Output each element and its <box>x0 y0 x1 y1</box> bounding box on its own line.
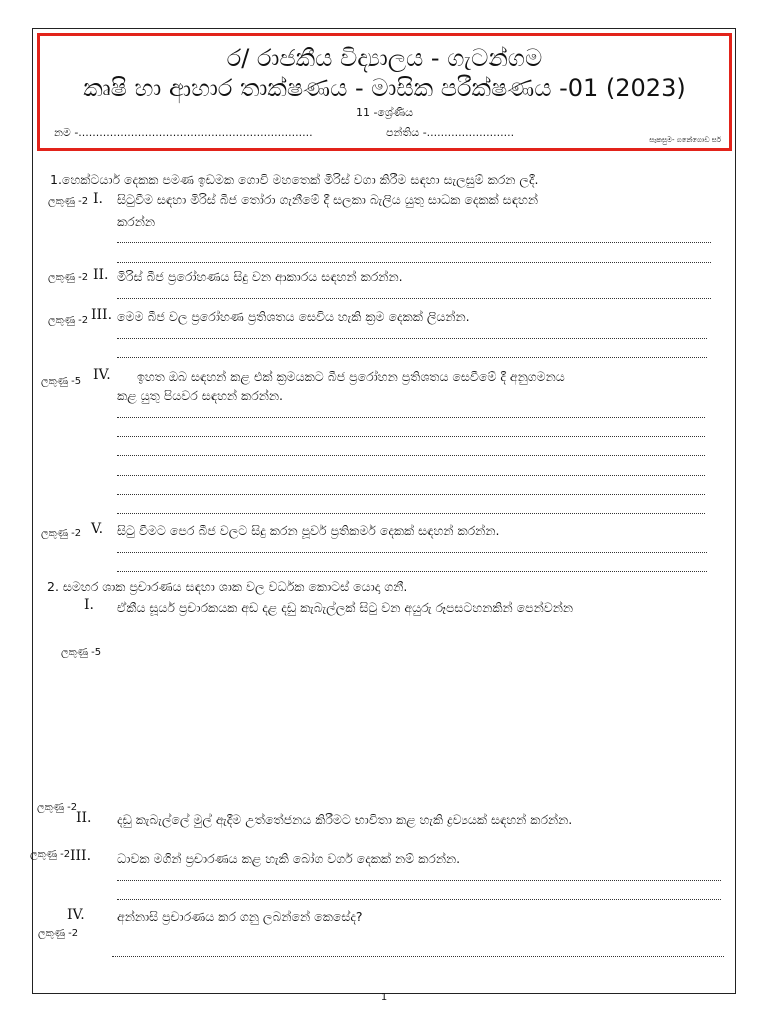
q1-stem: 1.හෙක්ටයාර් දෙකක පමණ ඉඩමක ගොවි මහතෙක් මිරිස් වගා කිරීම සඳහා සැලසුම් කරන ලදී. <box>50 172 539 187</box>
answer-line <box>112 956 724 957</box>
q2-part4-marks: ලකුණු -2 <box>38 928 79 939</box>
q2-part2-text: දඩු කැබැල්ලේ මුල් ඇදීම උත්තේජනය කිරීමට භාවිතා කළ හැකි ද්‍රව්‍යයක් සඳහන් කරන්න. <box>117 812 573 827</box>
answer-line <box>117 571 707 572</box>
q1-part4-text: ඉහත ඔබ සඳහන් කළ එක් ක්‍රමයකට බීජ ප්‍රරෝහන ප්‍රතිශතය සෙවීමේ දී අනුගමනය <box>137 369 565 384</box>
q1-part1-text-cont: කරන්න <box>117 214 156 229</box>
answer-line <box>117 552 707 553</box>
q1-part4-numeral: IV. <box>93 367 111 383</box>
grade-label: 11 -ශ්‍රේණිය <box>355 106 414 119</box>
answer-line <box>117 899 721 900</box>
answer-line <box>117 338 707 339</box>
answer-line <box>117 494 705 495</box>
q2-part1-marks: ලකුණු -5 <box>61 647 102 658</box>
exam-header <box>37 33 732 151</box>
q2-stem: 2. සමහර ශාක ප්‍රචාරණය සඳහා ශාක වල වර්ධක කොටස් යොදා ගනී. <box>47 579 408 594</box>
answer-line <box>117 455 705 456</box>
answer-line <box>117 436 705 437</box>
school-name: ර/ රාජකීය විද්‍යාලය - ගැටන්ගම <box>226 44 543 72</box>
q1-part1-numeral: I. <box>93 191 103 207</box>
q1-part4-marks: ලකුණු -5 <box>41 376 82 387</box>
q1-part3-numeral: III. <box>91 307 113 323</box>
page-number: 1 <box>380 992 388 1003</box>
prepared-by: සැකසුම- ගනේගොඩ සර් <box>649 136 721 144</box>
q1-part5-marks: ලකුණු -2 <box>41 528 82 539</box>
q2-part1-text: ඒකීය සූර්ය ප්‍රචාරකයක අඩ දළ දඩු කැබැල්ලක් සිටු වන අයුරු රූපසටහනකින් පෙන්වන්න <box>117 600 574 615</box>
q1-part1-marks: ලකුණු -2 <box>48 196 89 207</box>
answer-line <box>117 880 721 881</box>
answer-line <box>117 475 705 476</box>
q1-part2-numeral: II. <box>93 267 109 283</box>
answer-line <box>117 417 705 418</box>
q1-part1-text: සිටුවීම සඳහා මිරිස් බීජ තෝරා ගැනීමේ දී සලකා බැලිය යුතු සාධක දෙකක් සඳහන් <box>117 192 539 207</box>
q1-part4-text-cont: කළ යුතු පියවර සඳහන් කරන්න. <box>117 388 284 403</box>
class-field: පන්තිය -......................... <box>386 126 515 139</box>
q1-part3-text: මෙම බීජ වල ප්‍රරෝහණ ප්‍රතිශතය සෙවිය හැකි ක්‍රම දෙකක් ලියන්න. <box>117 309 470 324</box>
q2-part2-numeral: II. <box>76 810 92 826</box>
q1-part5-text: සිටු වීමට පෙර බීජ වලට සිදු කරන පූර්ව ප්‍රතිකර්ම දෙකක් සඳහන් කරන්න. <box>117 523 500 538</box>
exam-title: කෘෂි හා ආහාර තාක්ෂණය - මාසික පරීක්ෂණය -01 (2023) <box>83 74 686 102</box>
q1-part2-text: මිරිස් බීජ ප්‍රරෝහණය සිදු වන ආකාරය සඳහන් කරන්න. <box>117 269 403 284</box>
q2-part3-numeral: III. <box>70 848 92 864</box>
answer-line <box>117 357 707 358</box>
q2-part4-numeral: IV. <box>67 907 85 923</box>
q2-part3-text: ධාවක මගින් ප්‍රචාරණය කළ හැකි බෝග වර්ග දෙකක් නම් කරන්න. <box>117 851 461 866</box>
answer-line <box>117 242 711 243</box>
q2-part4-text: අන්නාසි ප්‍රචාරණය කර ගනු ලබන්නේ කෙසේද? <box>117 909 363 924</box>
answer-line <box>117 298 711 299</box>
q2-part2-marks: ලකුණු -2 <box>37 802 78 813</box>
answer-line <box>117 513 705 514</box>
q1-part2-marks: ලකුණු -2 <box>48 272 89 283</box>
q2-part1-numeral: I. <box>84 597 94 613</box>
q1-part5-numeral: V. <box>91 521 104 537</box>
q2-part3-marks: ලකුණු -2 <box>30 849 71 860</box>
name-field: නම -................................................................... <box>54 126 313 139</box>
q1-part3-marks: ලකුණු -2 <box>48 315 89 326</box>
answer-line <box>117 262 711 263</box>
